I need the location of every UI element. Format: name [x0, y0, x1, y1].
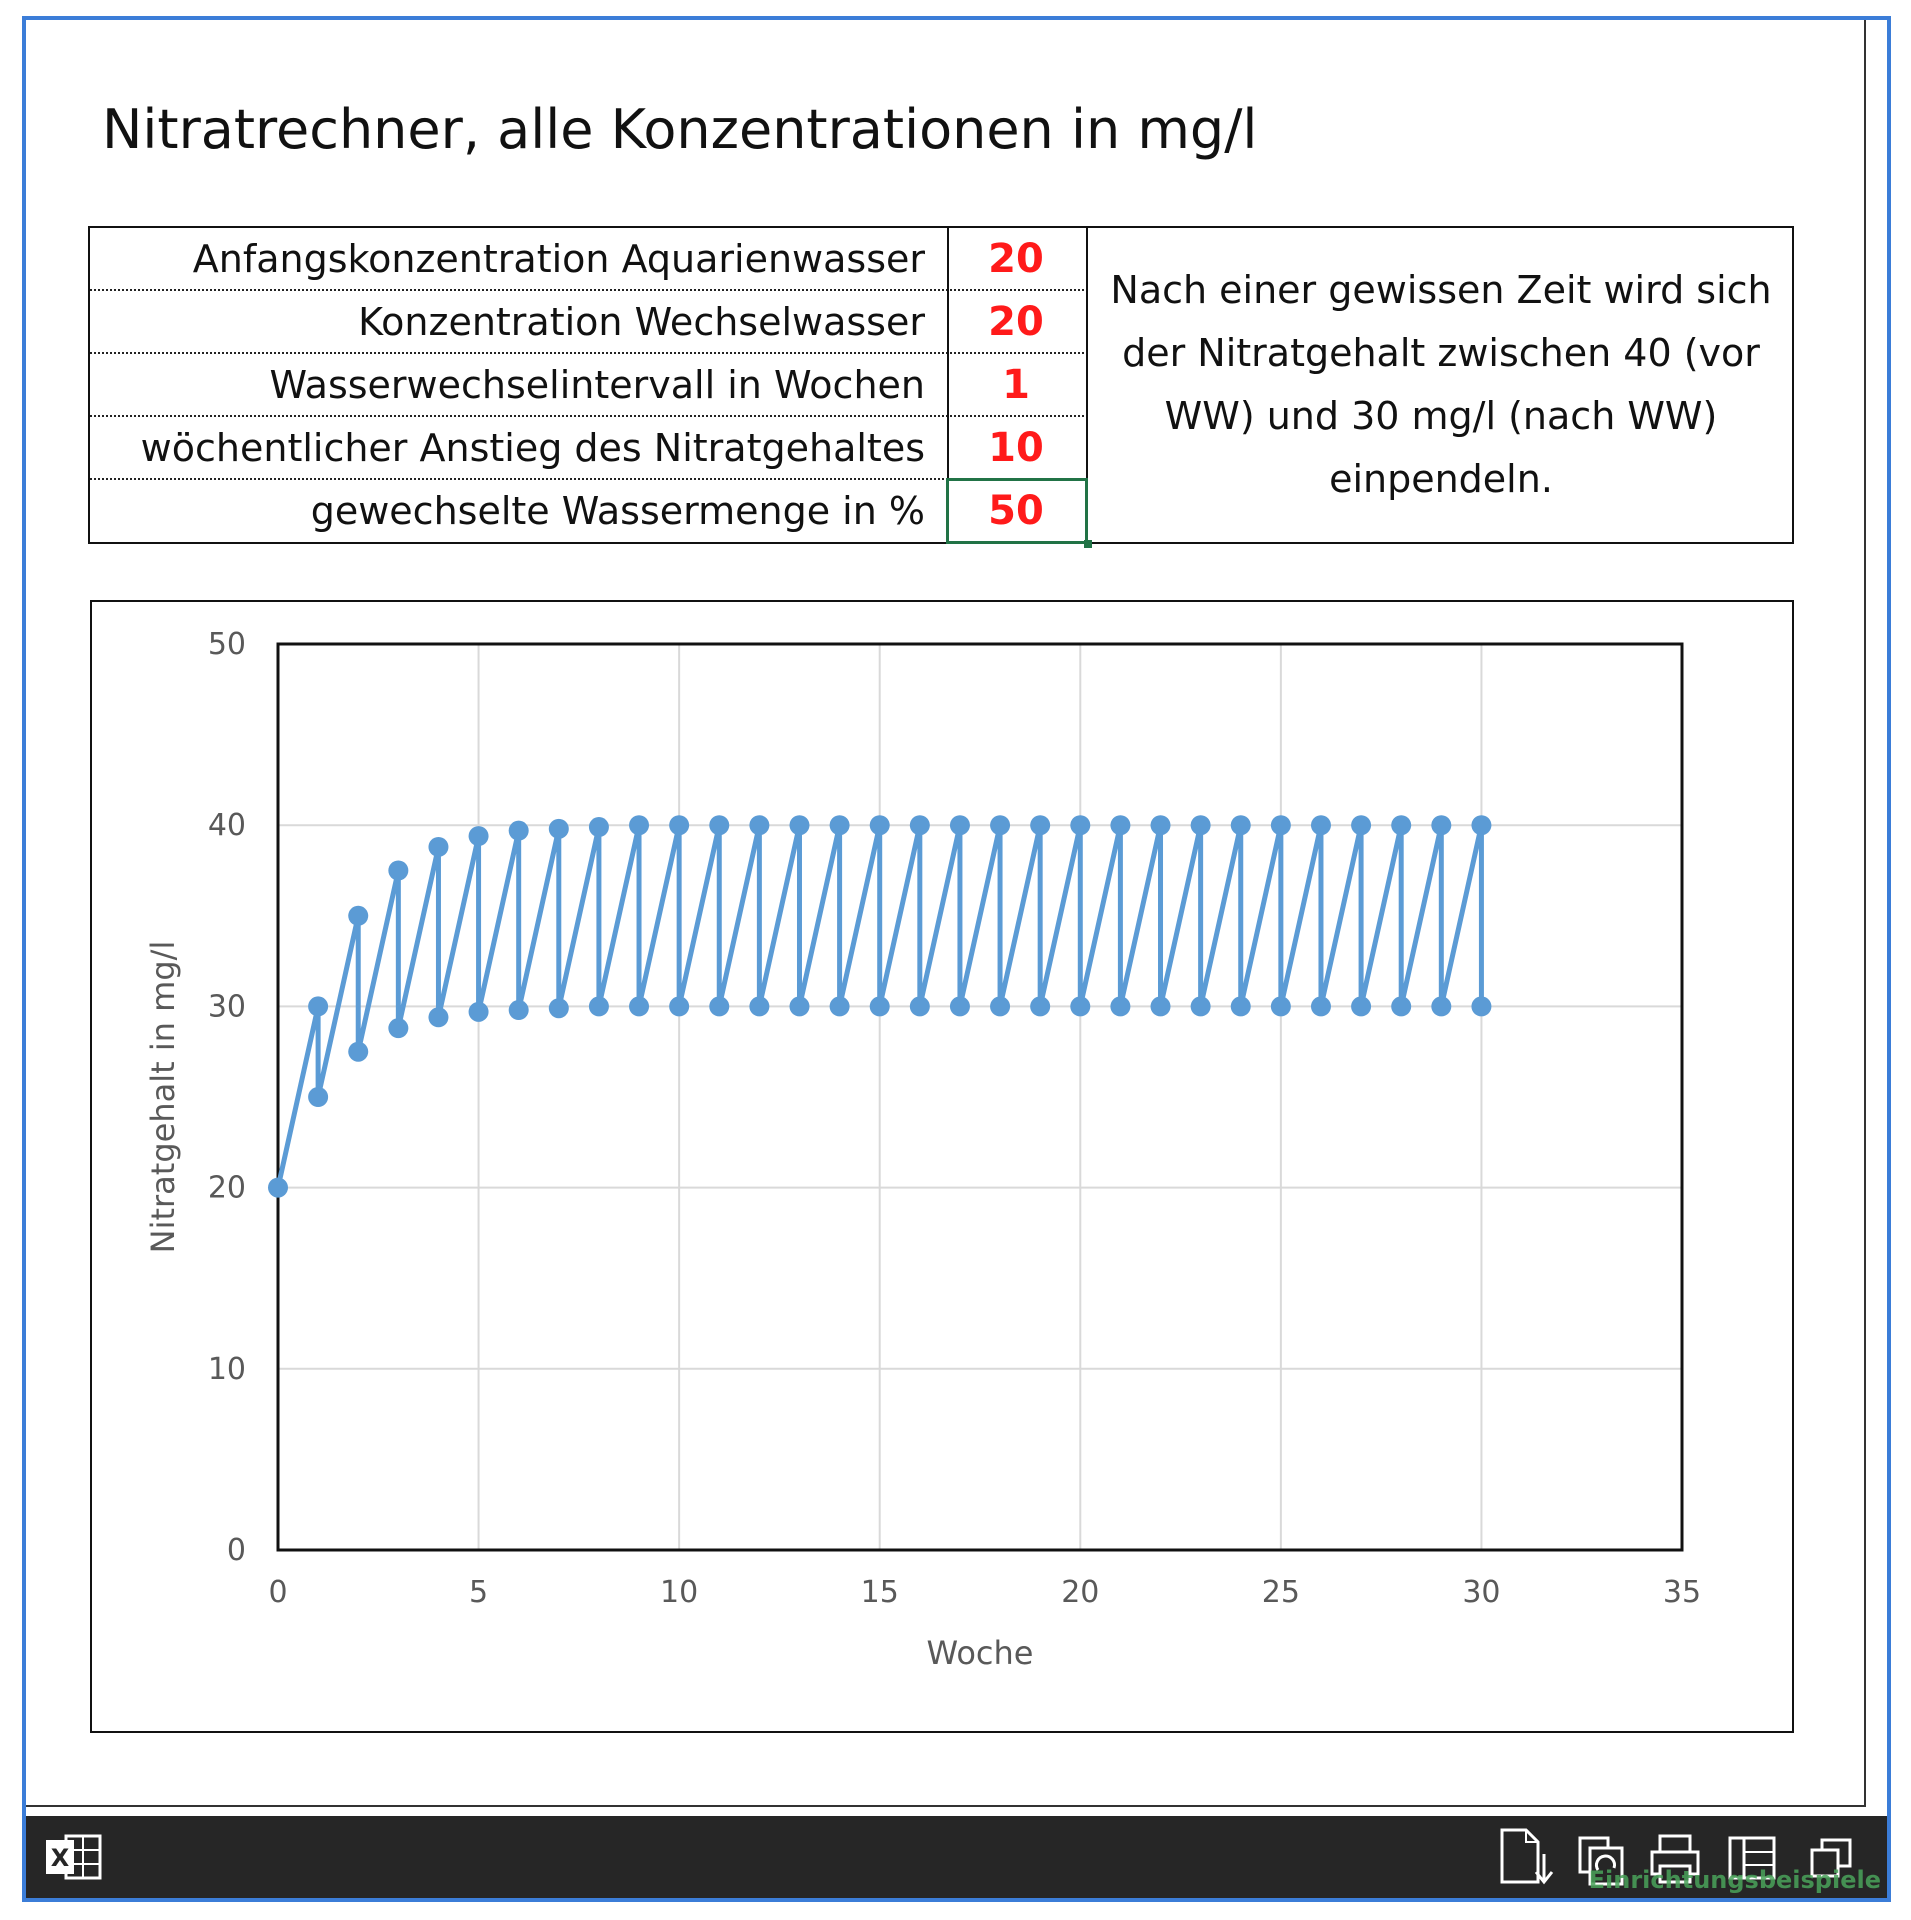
chart-container[interactable]: [90, 600, 1794, 1733]
y-tick-label: 0: [226, 1533, 246, 1568]
param-label: wöchentlicher Anstieg des Nitratgehaltes: [140, 426, 925, 470]
data-point: [749, 996, 769, 1016]
page-title: Nitratrechner, alle Konzentrationen in mg/l: [102, 98, 1258, 161]
data-point: [469, 1002, 489, 1022]
data-point: [348, 906, 368, 926]
data-point: [1191, 815, 1211, 835]
x-tick-label: 15: [860, 1575, 899, 1610]
data-point: [830, 996, 850, 1016]
data-point: [870, 815, 890, 835]
param-label: Konzentration Wechselwasser: [358, 300, 925, 344]
data-point: [268, 1178, 288, 1198]
y-tick-label: 50: [207, 627, 246, 662]
data-point: [950, 815, 970, 835]
data-point: [709, 815, 729, 835]
data-point: [1151, 996, 1171, 1016]
data-point: [428, 837, 448, 857]
watermark-logo: Einrichtungsbeispiele: [1588, 1866, 1881, 1894]
x-tick-label: 35: [1662, 1575, 1702, 1610]
plot-area: [278, 644, 1682, 1550]
param-label: Wasserwechselintervall in Wochen: [269, 363, 925, 407]
data-point: [1231, 815, 1251, 835]
x-tick-label: 10: [660, 1575, 699, 1610]
data-point: [669, 815, 689, 835]
export-icon[interactable]: [1496, 1826, 1554, 1888]
data-point: [1431, 996, 1451, 1016]
data-point: [509, 1000, 529, 1020]
data-point: [709, 996, 729, 1016]
workbook-frame: [22, 16, 1891, 1902]
param-value-cell[interactable]: 20: [988, 236, 1044, 282]
x-tick-label: 20: [1061, 1575, 1100, 1610]
param-value-cell[interactable]: 1: [1002, 362, 1030, 408]
data-point: [589, 996, 609, 1016]
data-point: [1391, 815, 1411, 835]
spreadsheet-area[interactable]: [26, 20, 1866, 1807]
data-point: [549, 998, 569, 1018]
data-point: [1471, 815, 1491, 835]
nitrate-chart: [92, 602, 1792, 1731]
data-point: [1191, 996, 1211, 1016]
param-label: gewechselte Wassermenge in %: [310, 489, 925, 533]
data-point: [1391, 996, 1411, 1016]
data-point: [1110, 996, 1130, 1016]
x-tick-label: 25: [1261, 1575, 1300, 1610]
result-note: Nach einer gewissen Zeit wird sich der Nitratgehalt zwischen 40 (vor WW) und 30 mg/l (nach WW) einpendeln.: [1110, 268, 1772, 501]
param-value-cell[interactable]: 20: [988, 299, 1044, 345]
selected-cell-outline: [946, 478, 1088, 544]
x-tick-label: 0: [268, 1575, 288, 1610]
data-point: [1231, 996, 1251, 1016]
data-point: [629, 815, 649, 835]
data-point: [629, 996, 649, 1016]
excel-icon[interactable]: [44, 1830, 104, 1884]
data-point: [910, 815, 930, 835]
data-point: [1070, 815, 1090, 835]
data-point: [950, 996, 970, 1016]
data-point: [428, 1007, 448, 1027]
data-point: [830, 815, 850, 835]
data-point: [789, 815, 809, 835]
x-tick-label: 30: [1462, 1575, 1501, 1610]
data-point: [1151, 815, 1171, 835]
y-tick-label: 40: [207, 808, 246, 844]
param-label: Anfangskonzentration Aquarienwasser: [192, 237, 925, 281]
y-tick-label: 30: [207, 989, 246, 1025]
data-point: [1311, 996, 1331, 1016]
x-axis-title: Woche: [926, 1634, 1034, 1672]
param-row: [90, 291, 1088, 354]
svg-text:X: X: [50, 1844, 70, 1872]
data-point: [1351, 815, 1371, 835]
data-point: [1271, 996, 1291, 1016]
data-point: [1431, 815, 1451, 835]
data-point: [1271, 815, 1291, 835]
data-point: [589, 817, 609, 837]
data-point: [789, 996, 809, 1016]
data-point: [990, 815, 1010, 835]
data-point: [388, 861, 408, 881]
data-point: [1030, 996, 1050, 1016]
data-point: [1471, 996, 1491, 1016]
param-value-cell[interactable]: 10: [988, 425, 1044, 471]
data-point: [388, 1018, 408, 1038]
data-point: [1110, 815, 1130, 835]
data-point: [549, 819, 569, 839]
data-point: [308, 996, 328, 1016]
data-point: [348, 1042, 368, 1062]
data-point: [308, 1087, 328, 1107]
data-point: [1351, 996, 1371, 1016]
data-point: [870, 996, 890, 1016]
param-value-cell[interactable]: 50: [988, 488, 1044, 534]
y-tick-label: 10: [207, 1351, 246, 1387]
x-tick-label: 5: [469, 1575, 489, 1610]
data-point: [1311, 815, 1331, 835]
data-point: [669, 996, 689, 1016]
param-row: [90, 417, 1088, 480]
data-point: [1030, 815, 1050, 835]
param-row: [90, 480, 1088, 543]
data-point: [1070, 996, 1090, 1016]
input-table: [88, 226, 1794, 544]
y-axis-title: Nitratgehalt in mg/l: [144, 940, 182, 1254]
data-point: [509, 821, 529, 841]
y-tick-label: 20: [207, 1170, 246, 1206]
data-point: [990, 996, 1010, 1016]
data-point: [910, 996, 930, 1016]
data-point: [469, 826, 489, 846]
param-row: [90, 228, 1088, 291]
data-point: [749, 815, 769, 835]
param-row: [90, 354, 1088, 417]
